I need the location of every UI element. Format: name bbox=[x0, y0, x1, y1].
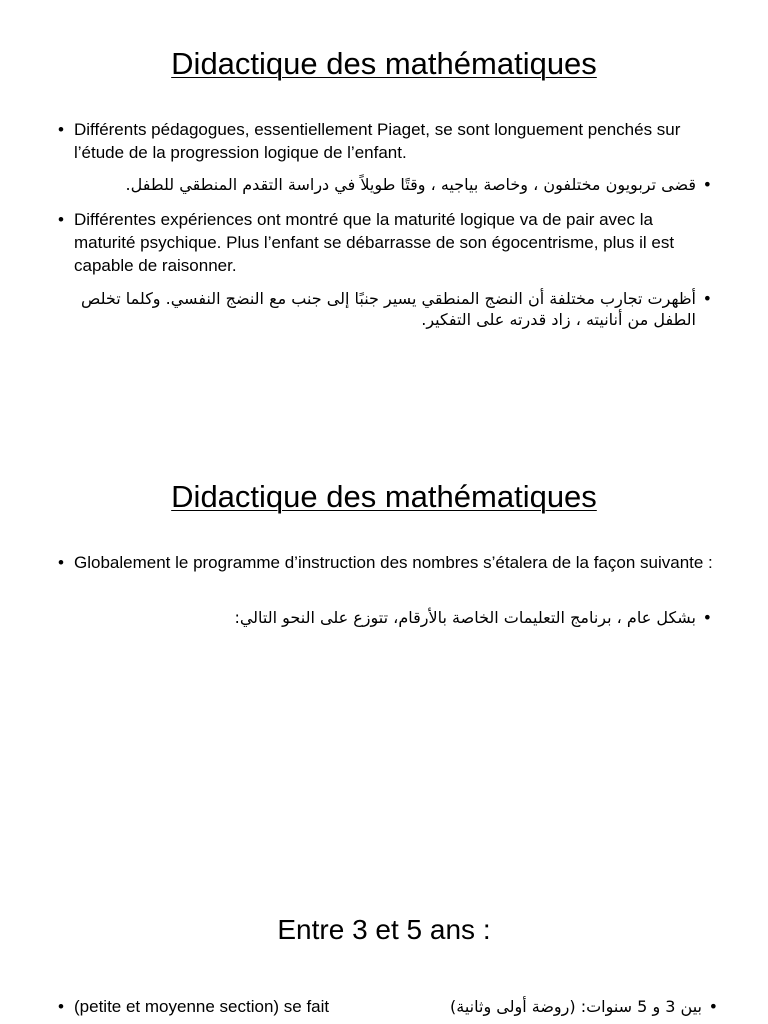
bullet-icon: • bbox=[708, 997, 718, 1016]
bullet-text: أظهرت تجارب مختلفة أن النضج المنطقي يسير جنبًا إلى جنب مع النضج النفسي. وكلما تخلص الطفل من أنانيته ، زاد قدرته على التفكير. bbox=[81, 289, 696, 329]
slide-2-bullet-1-fr bbox=[58, 551, 718, 574]
bullet-text: Différentes expériences ont montré que la maturité logique va de pair avec la maturité psychique. Plus l’enfant se débarrasse de son égocentrisme, plus il est capable de raisonner. bbox=[74, 210, 675, 275]
slide-3-bullet-ar bbox=[450, 995, 718, 1019]
bullet-icon: • bbox=[702, 175, 712, 194]
bullet-icon: • bbox=[702, 608, 712, 627]
slide-1-bullet-2-ar bbox=[60, 288, 712, 330]
slide-1-bullet-1-fr bbox=[58, 118, 718, 164]
bullet-text: (petite et moyenne section) se fait bbox=[74, 997, 330, 1016]
bullet-text: بشكل عام ، برنامج التعليمات الخاصة بالأرقام، تتوزع على النحو التالي: bbox=[234, 608, 696, 627]
slide-1-title: Didactique des mathématiques bbox=[171, 46, 597, 81]
bullet-icon: • bbox=[702, 289, 712, 308]
bullet-text: قضى تربويون مختلفون ، وخاصة بياجيه ، وقتًا طويلاً في دراسة التقدم المنطقي للطفل. bbox=[125, 175, 696, 194]
bullet-icon: • bbox=[58, 553, 64, 572]
bullet-icon: • bbox=[58, 210, 64, 229]
slide-1-bullet-1-ar bbox=[60, 174, 712, 195]
bullet-text: Globalement le programme d’instruction des nombres s’étalera de la façon suivante : bbox=[74, 553, 713, 572]
slide-2-title: Didactique des mathématiques bbox=[171, 479, 597, 514]
slide-3-title: Entre 3 et 5 ans : bbox=[277, 914, 491, 945]
slide-3-bullet-row bbox=[58, 995, 718, 1019]
bullet-icon: • bbox=[58, 120, 64, 139]
bullet-icon: • bbox=[58, 997, 64, 1016]
bullet-text: Différents pédagogues, essentiellement Piaget, se sont longuement penchés sur l’étude de la progression logique de l’enfant. bbox=[74, 120, 681, 162]
slide-3-bullet-fr bbox=[58, 995, 329, 1019]
slide-2-bullet-1-ar bbox=[60, 607, 712, 628]
bullet-text: بين 3 و 5 سنوات: (روضة أولى وثانية) bbox=[450, 997, 702, 1016]
slide-1-bullet-2-fr bbox=[58, 208, 718, 277]
